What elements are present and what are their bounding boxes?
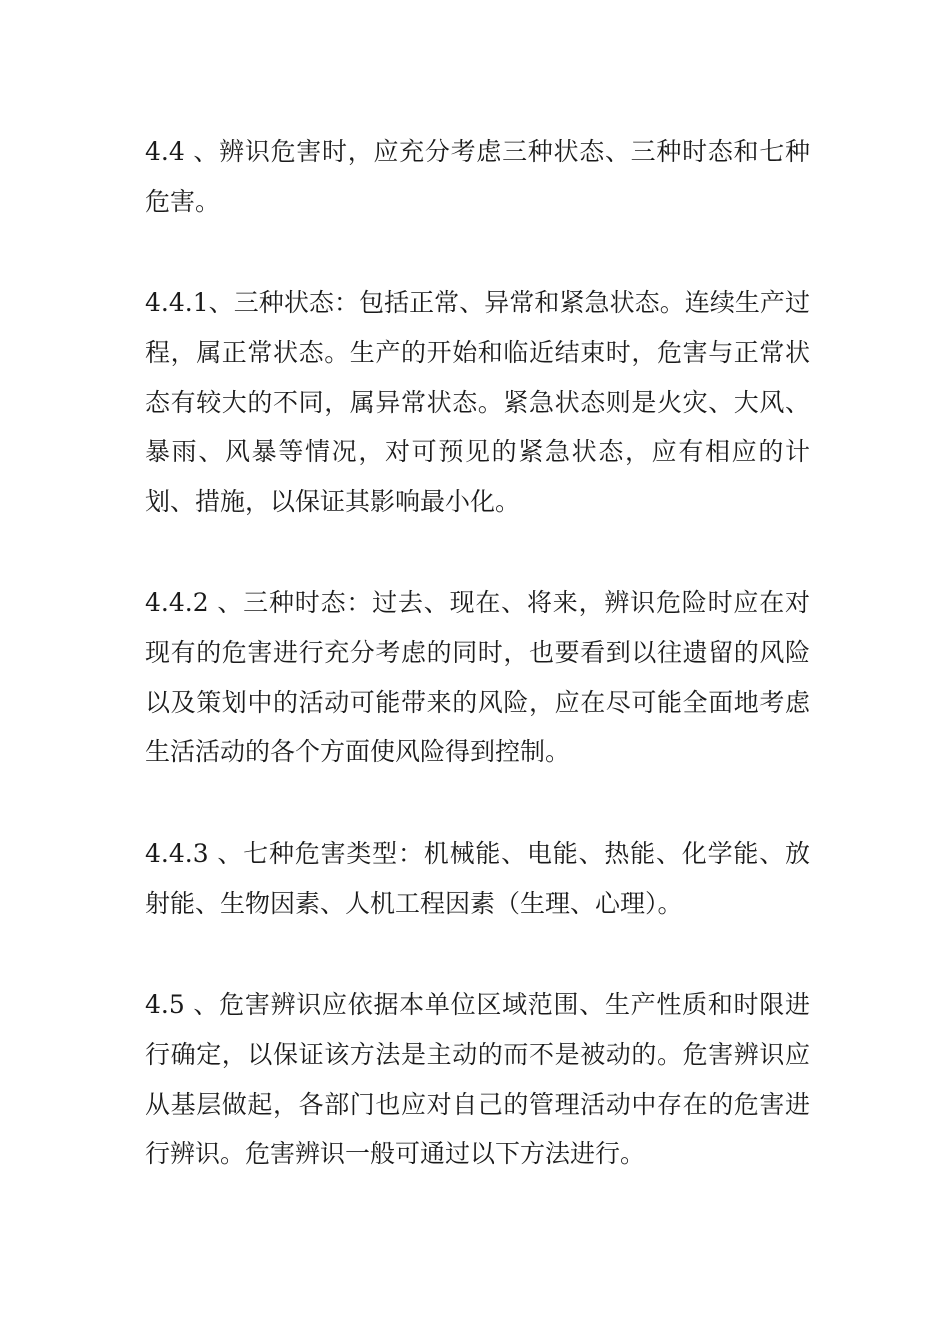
paragraph-4-4-2: 4.4.2 、三种时态：过去、现在、将来，辨识危险时应在对现有的危害进行充分考虑的同时，也要看到以往遗留的风险以及策划中的活动可能带来的风险，应在尽可能全面地考虑生活活动的各个方面使风险得到控制。 [145,588,810,767]
paragraph-4-4-1: 4.4.1、三种状态：包括正常、异常和紧急状态。连续生产过程，属正常状态。生产的开始和临近结束时，危害与正常状态有较大的不同，属异常状态。紧急状态则是火灾、大风、暴雨、风暴等情况，对可预见的紧急状态，应有相应的计划、措施，以保证其影响最小化。 [145,288,810,517]
paragraph-4-5: 4.5 、危害辨识应依据本单位区域范围、生产性质和时限进行确定，以保证该方法是主动的而不是被动的。危害辨识应从基层做起，各部门也应对自己的管理活动中存在的危害进行辨识。危害辨识一般可通过以下方法进行。 [145,990,810,1169]
paragraph-4-4: 4.4 、辨识危害时，应充分考虑三种状态、三种时态和七种危害。 [145,137,810,216]
paragraph-4-4-3: 4.4.3 、七种危害类型：机械能、电能、热能、化学能、放射能、生物因素、人机工程因素（生理、心理）。 [145,839,810,918]
